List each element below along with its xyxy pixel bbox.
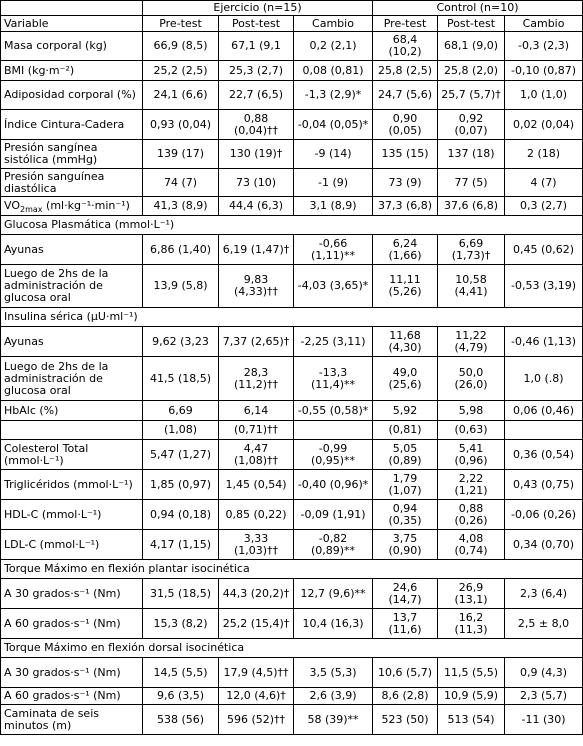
control-change-cell: 0,43 (0,75): [505, 470, 583, 500]
control-change-cell: 2,5 ± 8,0: [505, 609, 583, 639]
exercise-post-cell: 9,83 (4,33)††: [219, 265, 294, 308]
exercise-change-cell: -0,82 (0,89)**: [294, 530, 373, 560]
control-pre-cell: 10,6 (5,7): [373, 658, 438, 688]
table-row: [1, 327, 583, 357]
exercise-change-cell: -0,09 (1,91): [294, 500, 373, 530]
control-post-cell: 0,92 (0,07): [438, 110, 505, 140]
section-header: Glucosa Plasmática (mmol·L⁻¹): [1, 216, 583, 235]
exercise-pre-cell: 25,2 (2,5): [143, 61, 219, 81]
header-control-pre: Pre-test: [373, 16, 438, 32]
control-change-cell: [505, 421, 583, 440]
exercise-change-cell: 2,6 (3,9): [294, 688, 373, 705]
exercise-change-cell: -1,3 (2,9)*: [294, 81, 373, 110]
exercise-pre-cell: 6,86 (1,40): [143, 235, 219, 265]
table-row: [1, 609, 583, 639]
header-exercise-post: Post-test: [219, 16, 294, 32]
variable-cell: HbAlc (%): [1, 401, 143, 421]
control-change-cell: 2 (18): [505, 140, 583, 169]
exercise-pre-cell: 538 (56): [143, 705, 219, 735]
exercise-pre-cell: 31,5 (18,5): [143, 579, 219, 609]
control-post-cell: 6,69 (1,73)†: [438, 235, 505, 265]
table-row: [1, 440, 583, 470]
exercise-post-cell: 0,88 (0,04)††: [219, 110, 294, 140]
exercise-change-cell: -9 (14): [294, 140, 373, 169]
control-pre-cell: 11,68 (4,30): [373, 327, 438, 357]
section-header-row: [1, 639, 583, 658]
exercise-change-cell: -0,66 (1,11)**: [294, 235, 373, 265]
variable-cell: Colesterol Total (mmol·L⁻¹): [1, 440, 143, 470]
control-pre-cell: (0,81): [373, 421, 438, 440]
control-change-cell: -0,46 (1,13): [505, 327, 583, 357]
table-row: [1, 470, 583, 500]
control-post-cell: 26,9 (13,1): [438, 579, 505, 609]
exercise-change-cell: -4,03 (3,65)*: [294, 265, 373, 308]
control-pre-cell: 5,05 (0,89): [373, 440, 438, 470]
control-post-cell: 25,8 (2,0): [438, 61, 505, 81]
control-post-cell: 0,88 (0,26): [438, 500, 505, 530]
exercise-post-cell: 44,3 (20,2)†: [219, 579, 294, 609]
table-row: [1, 705, 583, 735]
control-change-cell: 4 (7): [505, 169, 583, 197]
exercise-change-cell: 3,1 (8,9): [294, 197, 373, 216]
exercise-pre-cell: 41,3 (8,9): [143, 197, 219, 216]
exercise-pre-cell: 6,69: [143, 401, 219, 421]
control-post-cell: 5,98: [438, 401, 505, 421]
control-post-cell: 77 (5): [438, 169, 505, 197]
control-change-cell: -0,3 (2,3): [505, 32, 583, 61]
exercise-post-cell: 0,85 (0,22): [219, 500, 294, 530]
exercise-post-cell: (0,71)††: [219, 421, 294, 440]
header-group-exercise: Ejercicio (n=15): [143, 1, 373, 16]
control-pre-cell: 6,24 (1,66): [373, 235, 438, 265]
control-pre-cell: 0,90 (0,05): [373, 110, 438, 140]
table-row: [1, 81, 583, 110]
table-row: [1, 500, 583, 530]
variable-cell: LDL-C (mmol·L⁻¹): [1, 530, 143, 560]
exercise-pre-cell: 14,5 (5,5): [143, 658, 219, 688]
exercise-change-cell: -0,04 (0,05)*: [294, 110, 373, 140]
table-row: [1, 530, 583, 560]
control-pre-cell: 0,94 (0,35): [373, 500, 438, 530]
control-post-cell: 10,58 (4,41): [438, 265, 505, 308]
header-exercise-pre: Pre-test: [143, 16, 219, 32]
variable-cell: BMI (kg·m⁻²): [1, 61, 143, 81]
control-pre-cell: 3,75 (0,90): [373, 530, 438, 560]
table-row: [1, 579, 583, 609]
control-change-cell: 0,34 (0,70): [505, 530, 583, 560]
control-pre-cell: 68,4 (10,2): [373, 32, 438, 61]
control-change-cell: -11 (30): [505, 705, 583, 735]
exercise-post-cell: 130 (19)†: [219, 140, 294, 169]
control-change-cell: -0,06 (0,26): [505, 500, 583, 530]
exercise-post-cell: 25,3 (2,7): [219, 61, 294, 81]
control-pre-cell: 13,7 (11,6): [373, 609, 438, 639]
exercise-change-cell: [294, 421, 373, 440]
control-change-cell: 1,0 (.8): [505, 357, 583, 401]
control-pre-cell: 11,11 (5,26): [373, 265, 438, 308]
table-row: [1, 110, 583, 140]
control-post-cell: 68,1 (9,0): [438, 32, 505, 61]
variable-cell: Triglicéridos (mmol·L⁻¹): [1, 470, 143, 500]
control-change-cell: 0,02 (0,04): [505, 110, 583, 140]
exercise-pre-cell: 9,6 (3,5): [143, 688, 219, 705]
variable-cell: HDL-C (mmol·L⁻¹): [1, 500, 143, 530]
variable-cell: Luego de 2hs de la administración de glucosa oral: [1, 357, 143, 401]
control-change-cell: 0,36 (0,54): [505, 440, 583, 470]
control-post-cell: 11,5 (5,5): [438, 658, 505, 688]
exercise-post-cell: 1,45 (0,54): [219, 470, 294, 500]
variable-cell: Ayunas: [1, 235, 143, 265]
variable-cell: Caminata de seis minutos (m): [1, 705, 143, 735]
exercise-pre-cell: 13,9 (5,8): [143, 265, 219, 308]
variable-cell: Adiposidad corporal (%): [1, 81, 143, 110]
table-row: [1, 169, 583, 197]
variable-cell: [1, 421, 143, 440]
exercise-pre-cell: 0,93 (0,04): [143, 110, 219, 140]
variable-cell: A 30 grados·s⁻¹ (Nm): [1, 658, 143, 688]
exercise-post-cell: 596 (52)††: [219, 705, 294, 735]
exercise-change-cell: -2,25 (3,11): [294, 327, 373, 357]
control-post-cell: (0,63): [438, 421, 505, 440]
control-post-cell: 2,22 (1,21): [438, 470, 505, 500]
exercise-post-cell: 7,37 (2,65)†: [219, 327, 294, 357]
exercise-change-cell: 0,2 (2,1): [294, 32, 373, 61]
control-post-cell: 137 (18): [438, 140, 505, 169]
exercise-change-cell: 58 (39)**: [294, 705, 373, 735]
exercise-change-cell: -1 (9): [294, 169, 373, 197]
table-row: [1, 265, 583, 308]
control-post-cell: 11,22 (4,79): [438, 327, 505, 357]
table-row: [1, 197, 583, 216]
table-row: [1, 421, 583, 440]
control-change-cell: 0,9 (4,3): [505, 658, 583, 688]
control-post-cell: 16,2 (11,3): [438, 609, 505, 639]
control-change-cell: -0,10 (0,87): [505, 61, 583, 81]
exercise-change-cell: 12,7 (9,6)**: [294, 579, 373, 609]
header-group-control: Control (n=10): [373, 1, 583, 16]
control-pre-cell: 523 (50): [373, 705, 438, 735]
table-row: [1, 401, 583, 421]
section-header-row: [1, 216, 583, 235]
control-post-cell: 5,41 (0,96): [438, 440, 505, 470]
exercise-post-cell: 67,1 (9,1: [219, 32, 294, 61]
header-control-change: Cambio: [505, 16, 583, 32]
exercise-pre-cell: (1,08): [143, 421, 219, 440]
table-row: [1, 235, 583, 265]
control-pre-cell: 73 (9): [373, 169, 438, 197]
control-pre-cell: 5,92: [373, 401, 438, 421]
variable-cell: A 30 grados·s⁻¹ (Nm): [1, 579, 143, 609]
control-change-cell: 0,3 (2,7): [505, 197, 583, 216]
exercise-pre-cell: 0,94 (0,18): [143, 500, 219, 530]
exercise-post-cell: 25,2 (15,4)†: [219, 609, 294, 639]
variable-cell: Luego de 2hs de la administración de glucosa oral: [1, 265, 143, 308]
exercise-post-cell: 12,0 (4,6)†: [219, 688, 294, 705]
control-pre-cell: 1,79 (1,07): [373, 470, 438, 500]
exercise-post-cell: 4,47 (1,08)††: [219, 440, 294, 470]
exercise-pre-cell: 74 (7): [143, 169, 219, 197]
control-change-cell: -0,53 (3,19): [505, 265, 583, 308]
section-header: Torque Máximo en flexión plantar isocinética: [1, 560, 583, 579]
section-header: Torque Máximo en flexión dorsal isocinética: [1, 639, 583, 658]
control-pre-cell: 24,6 (14,7): [373, 579, 438, 609]
exercise-change-cell: 10,4 (16,3): [294, 609, 373, 639]
control-post-cell: 25,7 (5,7)†: [438, 81, 505, 110]
exercise-pre-cell: 139 (17): [143, 140, 219, 169]
control-post-cell: 10,9 (5,9): [438, 688, 505, 705]
control-change-cell: 1,0 (1,0): [505, 81, 583, 110]
variable-cell: Presión sangínea sistólica (mmHg): [1, 140, 143, 169]
control-pre-cell: 24,7 (5,6): [373, 81, 438, 110]
header-empty-cell: [1, 1, 143, 16]
table-row: [1, 32, 583, 61]
section-header-row: [1, 560, 583, 579]
variable-cell: Índice Cintura-Cadera: [1, 110, 143, 140]
exercise-post-cell: 44,4 (6,3): [219, 197, 294, 216]
table-row: [1, 61, 583, 81]
control-pre-cell: 49,0 (25,6): [373, 357, 438, 401]
exercise-pre-cell: 41,5 (18,5): [143, 357, 219, 401]
variable-cell: $VO_{2max}$ (ml·kg⁻¹·min⁻¹): [1, 197, 143, 216]
control-change-cell: 2,3 (6,4): [505, 579, 583, 609]
control-pre-cell: 8,6 (2,8): [373, 688, 438, 705]
header-variable: Variable: [1, 16, 143, 32]
control-post-cell: 4,08 (0,74): [438, 530, 505, 560]
exercise-pre-cell: 9,62 (3,23: [143, 327, 219, 357]
table-row: [1, 688, 583, 705]
exercise-pre-cell: 66,9 (8,5): [143, 32, 219, 61]
exercise-post-cell: 28,3 (11,2)††: [219, 357, 294, 401]
exercise-pre-cell: 5,47 (1,27): [143, 440, 219, 470]
exercise-pre-cell: 4,17 (1,15): [143, 530, 219, 560]
exercise-post-cell: 6,19 (1,47)†: [219, 235, 294, 265]
header-group-row: [1, 1, 583, 16]
table-row: [1, 658, 583, 688]
table-row: [1, 140, 583, 169]
control-change-cell: 0,06 (0,46): [505, 401, 583, 421]
section-header: Insulina sérica (μU·ml⁻¹): [1, 308, 583, 327]
exercise-change-cell: -13,3 (11,4)**: [294, 357, 373, 401]
exercise-post-cell: 22,7 (6,5): [219, 81, 294, 110]
variable-cell: Masa corporal (kg): [1, 32, 143, 61]
section-header-row: [1, 308, 583, 327]
exercise-change-cell: -0,55 (0,58)*: [294, 401, 373, 421]
exercise-post-cell: 73 (10): [219, 169, 294, 197]
control-pre-cell: 37,3 (6,8): [373, 197, 438, 216]
exercise-change-cell: -0,99 (0,95)**: [294, 440, 373, 470]
exercise-change-cell: -0,40 (0,96)*: [294, 470, 373, 500]
exercise-pre-cell: 15,3 (8,2): [143, 609, 219, 639]
variable-cell: Ayunas: [1, 327, 143, 357]
variable-cell: A 60 grados·s⁻¹ (Nm): [1, 609, 143, 639]
exercise-post-cell: 17,9 (4,5)††: [219, 658, 294, 688]
table-row: [1, 357, 583, 401]
exercise-post-cell: 3,33 (1,03)††: [219, 530, 294, 560]
variable-cell: A 60 grados·s⁻¹ (Nm): [1, 688, 143, 705]
exercise-pre-cell: 24,1 (6,6): [143, 81, 219, 110]
control-post-cell: 50,0 (26,0): [438, 357, 505, 401]
exercise-change-cell: 3,5 (5,3): [294, 658, 373, 688]
control-post-cell: 37,6 (6,8): [438, 197, 505, 216]
header-columns-row: [1, 16, 583, 32]
exercise-post-cell: 6,14: [219, 401, 294, 421]
header-control-post: Post-test: [438, 16, 505, 32]
control-pre-cell: 135 (15): [373, 140, 438, 169]
header-exercise-change: Cambio: [294, 16, 373, 32]
control-change-cell: 2,3 (5,7): [505, 688, 583, 705]
control-pre-cell: 25,8 (2,5): [373, 61, 438, 81]
exercise-pre-cell: 1,85 (0,97): [143, 470, 219, 500]
control-change-cell: 0,45 (0,62): [505, 235, 583, 265]
control-post-cell: 513 (54): [438, 705, 505, 735]
exercise-change-cell: 0,08 (0,81): [294, 61, 373, 81]
variable-cell: Presión sanguínea diastólica: [1, 169, 143, 197]
